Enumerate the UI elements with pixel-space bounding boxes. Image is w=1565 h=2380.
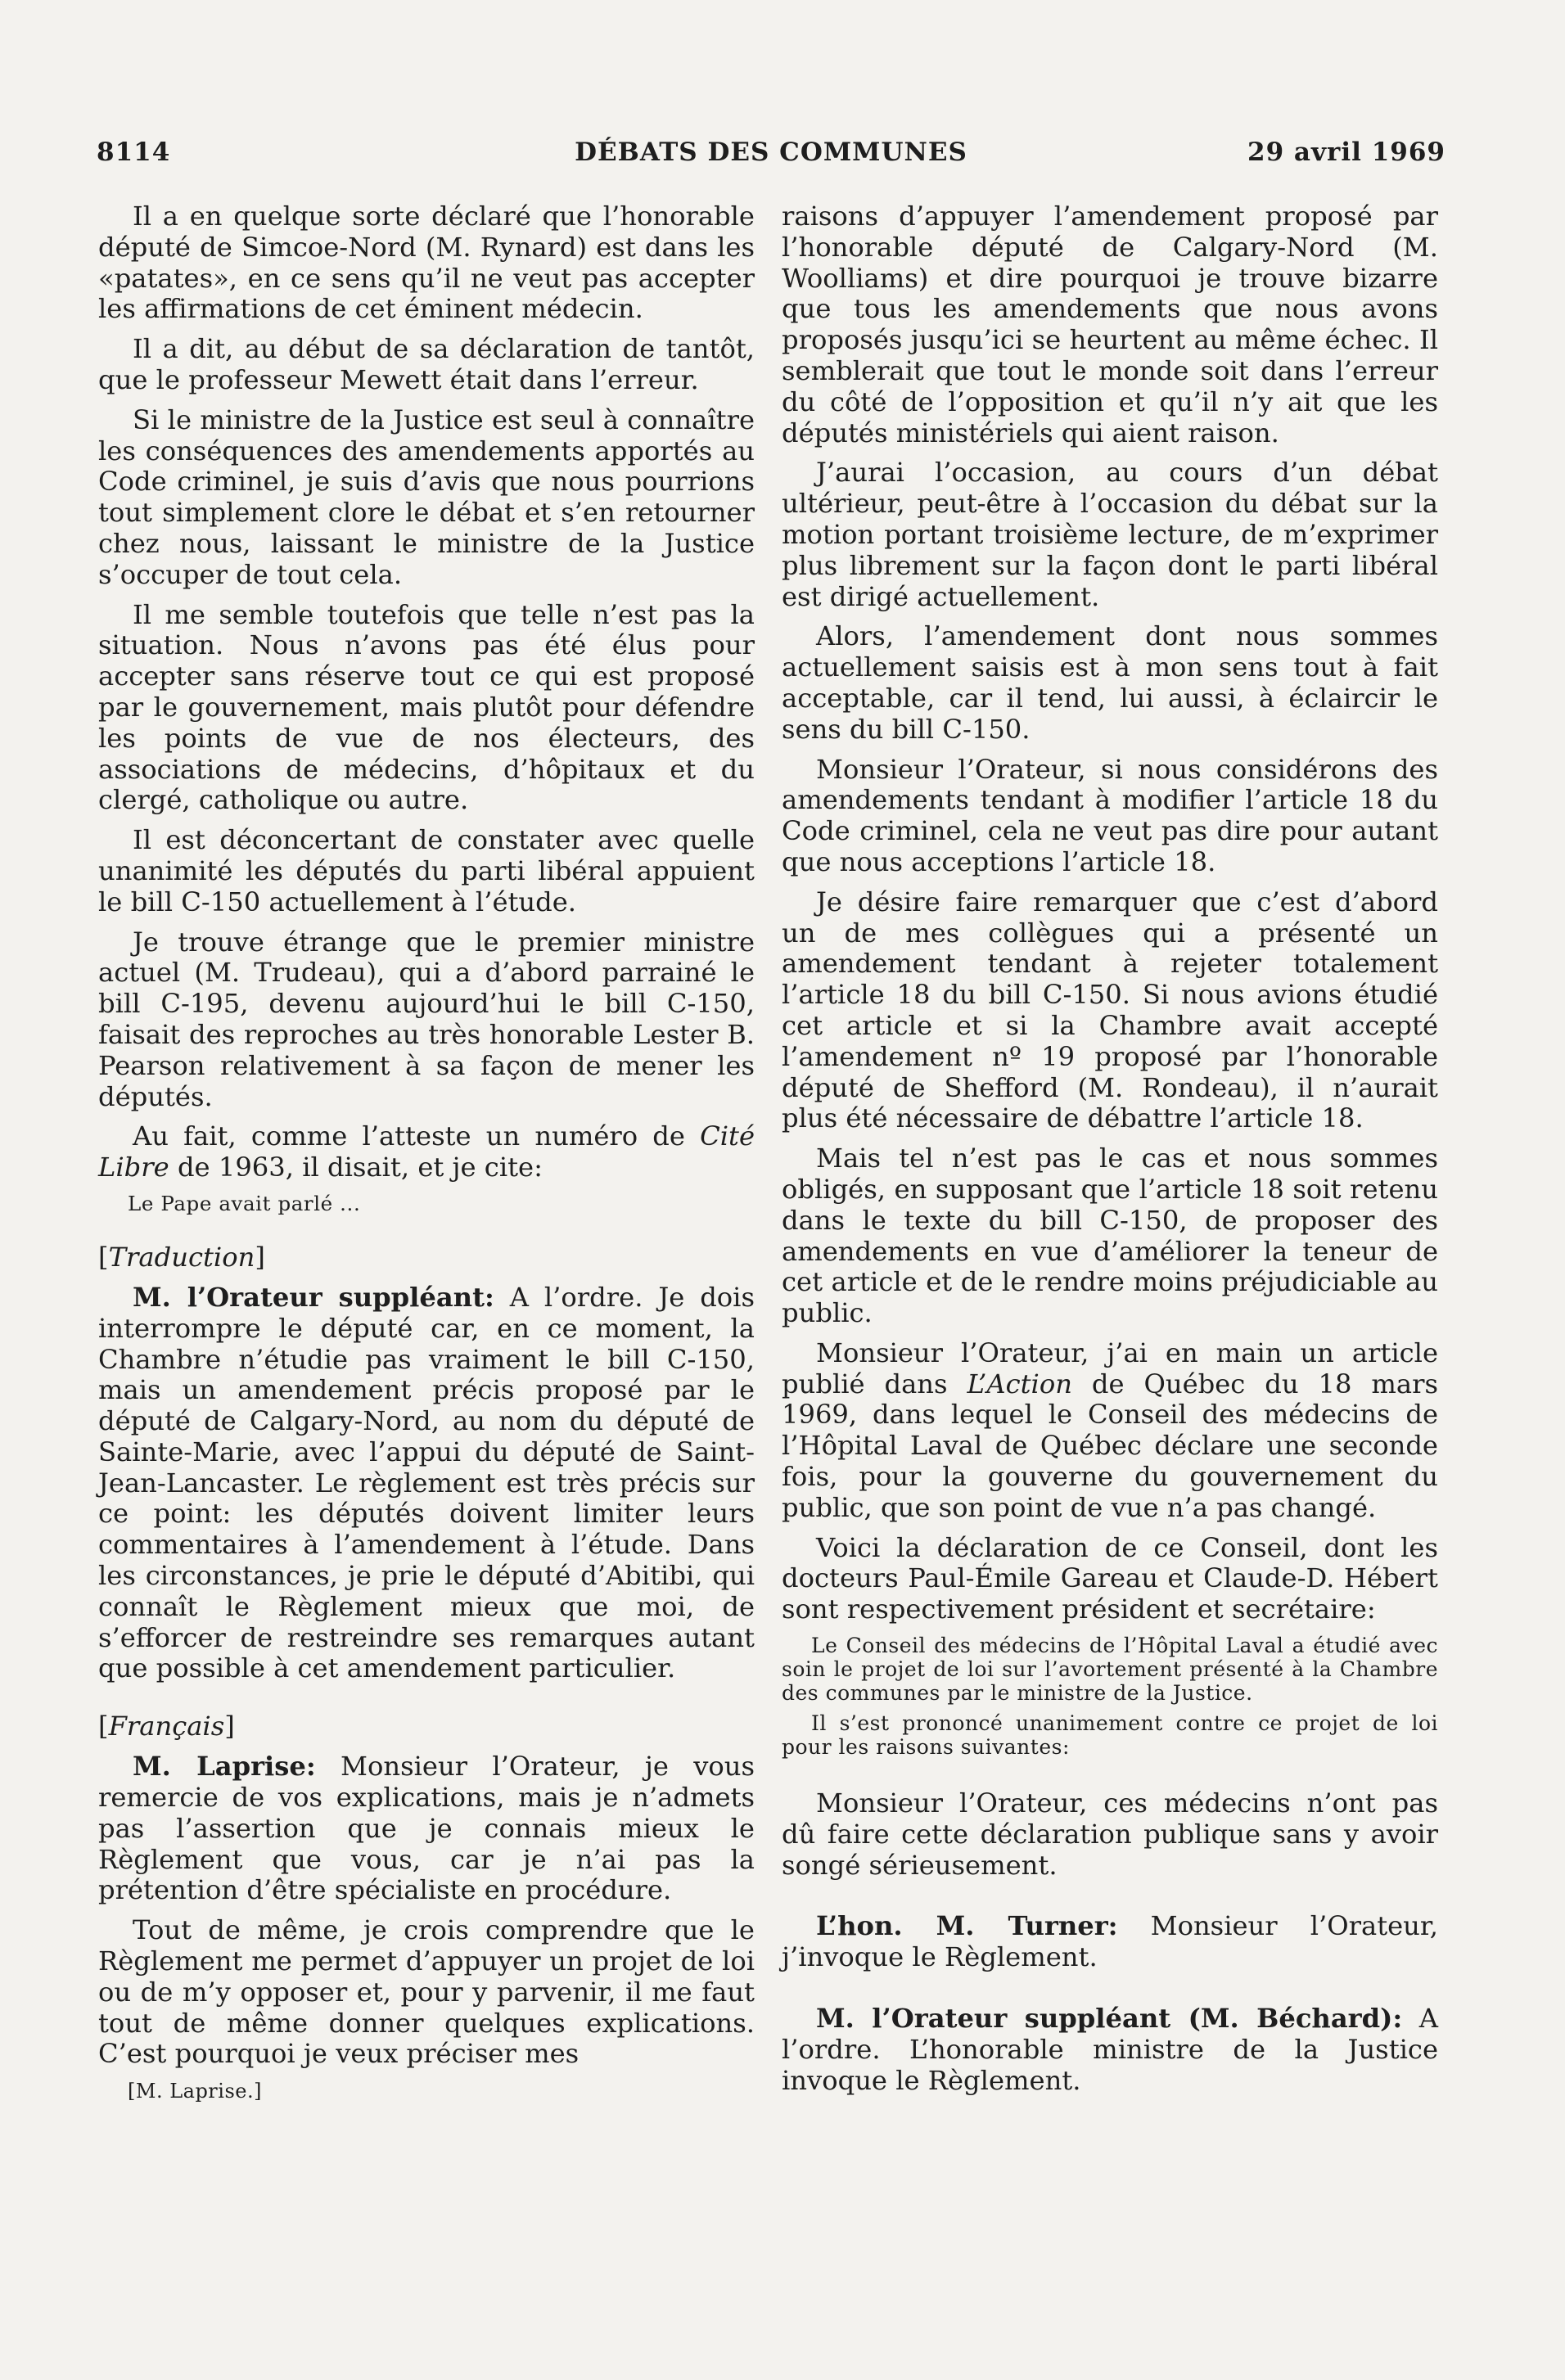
- speech-text: A l’ordre. L’honorable ministre de la Justice invoque le Règlement.: [782, 2003, 1438, 2096]
- paragraph: Je désire faire remarquer que c’est d’abord un de mes collègues qui a présenté un amendement tendant à rejeter totalement l’article 18 du bill C-150. Si nous avions étudié cet article et si la Chambre avait accepté l’amendement nº 19 proposé par l’honorable député de Shefford (M. Rondeau), il n’aurait plus été nécessaire de débattre l’article 18.: [782, 886, 1438, 1134]
- speech-paragraph: [98, 1751, 755, 1906]
- block-quote: Le Pape avait parlé ...: [128, 1191, 361, 1215]
- paragraph: Voici la déclaration de ce Conseil, dont les docteurs Paul-Émile Gareau et Claude-D. Hébert sont respectivement président et secrétaire:: [782, 1531, 1438, 1625]
- speaker-name: M. l’Orateur suppléant:: [133, 1281, 494, 1313]
- page-header: [97, 137, 1445, 174]
- speech-text: Monsieur l’Orateur, je vous remercie de vos explications, mais je n’admets pas l’assertion que je connais mieux le Règlement que vous, car je n’ai pas la prétention d’être spécialiste en procédure.: [98, 1751, 755, 1906]
- text-run: Monsieur l’Orateur, j’ai en main un article publié dans: [782, 1336, 1438, 1400]
- paragraph: Si le ministre de la Justice est seul à connaître les conséquences des amendements apportés au Code criminel, je suis d’avis que nous pourrions tout simplement clore le débat et s’en retourner chez nous, laissant le ministre de la Justice s’occuper de tout cela.: [98, 403, 755, 590]
- spacer: [782, 1890, 1438, 1911]
- bracket: ]: [224, 1711, 235, 1742]
- bracket: ]: [255, 1241, 265, 1273]
- left-column: [98, 201, 755, 2103]
- speaker-name: M. l’Orateur suppléant (M. Béchard):: [816, 2003, 1403, 2035]
- speech-paragraph: [782, 2004, 1438, 2096]
- paragraph: Mais tel n’est pas le cas et nous sommes obligés, en supposant que l’article 18 soit retenu dans le texte du bill C-150, de proposer des amendements en vue d’améliorer la teneur de cet article et de le rendre moins préjudiciable au public.: [782, 1143, 1438, 1329]
- journal-title: DÉBATS DES COMMUNES: [575, 137, 967, 167]
- speech-text: A l’ordre. Je dois interrompre le député car, en ce moment, la Chambre n’étudie pas vraiment le bill C-150, mais un amendement précis proposé par le député de Calgary-Nord, au nom du député de Sainte-Marie, avec l’appui du député de Saint-Jean-Lancaster. Le règlement est très précis sur ce point: les députés doivent limiter leurs commentaires à l’amendement à l’étude. Dans les circonstances, je prie le député d’Abitibi, qui connaît le Règlement mieux que moi, de s’efforcer de restreindre ses remarques autant que possible à cet amendement particulier.: [98, 1281, 755, 1684]
- paragraph: Monsieur l’Orateur, ces médecins n’ont pas dû faire cette déclaration publique sans y avoir songé sérieusement.: [782, 1787, 1438, 1881]
- paragraph: Alors, l’amendement dont nous sommes actuellement saisis est à mon sens tout à fait acceptable, car il tend, lui aussi, à éclaircir le sens du bill C-150.: [782, 620, 1438, 745]
- paragraph: [98, 1121, 755, 1183]
- speech-paragraph: [98, 1282, 755, 1684]
- block-quote: Le Conseil des médecins de l’Hôpital Laval a étudié avec soin le projet de loi sur l’avortement présenté à la Chambre des communes par le ministre de la Justice.: [782, 1634, 1438, 1705]
- paragraph: Il me semble toutefois que telle n’est pas la situation. Nous n’avons pas été élus pour accepter sans réserve tout ce qui est proposé par le gouvernement, mais plutôt pour défendre les points de vue de nos électeurs, des associations de médecins, d’hôpitaux et du clergé, catholique ou autre.: [98, 598, 755, 816]
- paragraph: Tout de même, je crois comprendre que le Règlement me permet d’appuyer un projet de loi ou de m’y opposer et, pour y parvenir, il me faut tout de même donner quelques explications. C’est pourquoi je veux préciser mes: [98, 1914, 755, 2070]
- paragraph: Il a dit, au début de sa déclaration de tantôt, que le professeur Mewett était dans l’erreur.: [98, 333, 755, 395]
- publication-title: L’Action: [967, 1368, 1072, 1400]
- language-tag-label: Traduction: [108, 1241, 255, 1273]
- paragraph: Il est déconcertant de constater avec quelle unanimité les députés du parti libéral appuient le bill C-150 actuellement à l’étude.: [98, 824, 755, 917]
- right-column: [782, 201, 1438, 2105]
- spacer: [782, 1767, 1438, 1788]
- paragraph: Monsieur l’Orateur, si nous considérons des amendements tendant à modifier l’article 18 du Code criminel, cela ne veut pas dire pour autant que nous acceptions l’article 18.: [782, 753, 1438, 877]
- paragraph: J’aurai l’occasion, au cours d’un débat ultérieur, peut-être à l’occasion du débat sur la motion portant troisième lecture, de m’exprimer plus librement sur la façon dont le parti libéral est dirigé actuellement.: [782, 457, 1438, 612]
- issue-date: 29 avril 1969: [1247, 137, 1445, 167]
- speech-paragraph: [782, 1911, 1438, 1973]
- text-run: de 1963, il disait, et je cite:: [169, 1152, 543, 1183]
- speaker-name: L’hon. M. Turner:: [816, 1910, 1118, 1942]
- bracket: [: [98, 1241, 109, 1273]
- language-tag: [98, 1242, 755, 1273]
- page-number: 8114: [97, 137, 171, 167]
- block-quote: Il s’est prononcé unanimement contre ce projet de loi pour les raisons suivantes:: [782, 1711, 1438, 1760]
- publication-title: Cité Libre: [98, 1120, 755, 1183]
- bracket: [: [98, 1711, 109, 1742]
- text-run: Au fait, comme l’atteste un numéro de: [133, 1120, 701, 1152]
- speaker-name: M. Laprise:: [133, 1751, 316, 1783]
- language-tag: [98, 1711, 755, 1742]
- text-run: de Québec du 18 mars 1969, dans lequel le Conseil des médecins de l’Hôpital Laval de Québec déclare une seconde fois, pour la gouverne du gouvernement du public, que son point de vue n’a pas changé.: [782, 1368, 1438, 1523]
- paragraph: raisons d’appuyer l’amendement proposé par l’honorable député de Calgary-Nord (M. Woolliams) et dire pourquoi je trouve bizarre que tous les amendements que nous avons proposés jusqu’ici se heurtent au même échec. Il semblerait que tout le monde soit dans l’erreur du côté de l’opposition et qu’il n’y ait que les députés ministériels qui aient raison.: [782, 201, 1438, 449]
- paragraph: Je trouve étrange que le premier ministre actuel (M. Trudeau), qui a d’abord parrainé le bill C-195, devenu aujourd’hui le bill C-150, faisait des reproches au très honorable Lester B. Pearson relativement à sa façon de mener les députés.: [98, 926, 755, 1112]
- spacer: [782, 1982, 1438, 2004]
- speech-text: Monsieur l’Orateur, j’invoque le Règlement.: [782, 1910, 1438, 1973]
- paragraph: [782, 1338, 1438, 1524]
- running-speaker-footer: [M. Laprise.]: [128, 2080, 262, 2103]
- paragraph: Il a en quelque sorte déclaré que l’honorable député de Simcoe-Nord (M. Rynard) est dans les «patates», en ce sens qu’il ne veut pas accepter les affirmations de cet éminent médecin.: [98, 201, 755, 325]
- language-tag-label: Français: [108, 1711, 225, 1742]
